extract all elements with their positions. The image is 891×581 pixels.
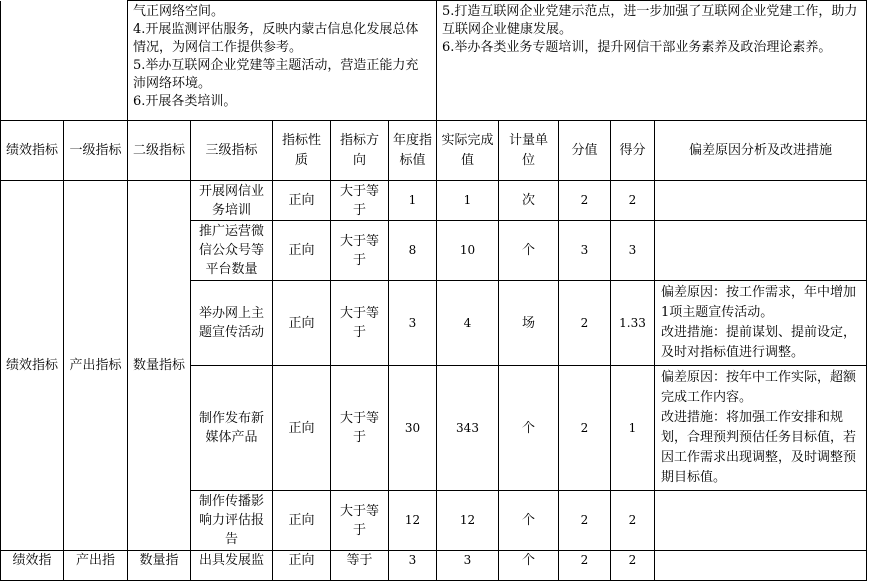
indicator-target: 3 [389, 551, 437, 581]
indicator-actual: 343 [437, 366, 499, 491]
indicator-weight: 2 [559, 491, 611, 551]
indicator-score: 2 [611, 551, 655, 581]
indicator-direction: 大于等于 [331, 281, 389, 366]
indicator-target: 8 [389, 221, 437, 281]
indicator-actual: 12 [437, 491, 499, 551]
indicator-weight: 2 [559, 366, 611, 491]
indicator-unit: 个 [499, 551, 559, 581]
indicator-direction: 大于等于 [331, 491, 389, 551]
perf-cell: 绩效指标 [1, 181, 64, 551]
header-weight: 分值 [559, 121, 611, 181]
indicator-name: 开展网信业务培训 [191, 181, 273, 221]
table-row [1, 181, 867, 221]
indicator-name: 出具发展监 [191, 551, 273, 581]
indicator-actual: 4 [437, 281, 499, 366]
header-unit: 计量单位 [499, 121, 559, 181]
indicator-nature: 正向 [273, 221, 331, 281]
indicator-direction: 大于等于 [331, 181, 389, 221]
indicator-unit: 场 [499, 281, 559, 366]
indicator-score: 1 [611, 366, 655, 491]
header-note: 偏差原因分析及改进措施 [655, 121, 867, 181]
indicator-weight: 2 [559, 181, 611, 221]
indicator-score: 2 [611, 181, 655, 221]
header-score: 得分 [611, 121, 655, 181]
header-perf: 绩效指标 [1, 121, 64, 181]
indicator-score: 3 [611, 221, 655, 281]
indicator-direction: 大于等于 [331, 366, 389, 491]
level2-cell: 数量指标 [128, 181, 191, 551]
blank-cell [1, 1, 128, 121]
indicator-unit: 次 [499, 181, 559, 221]
indicator-unit: 个 [499, 366, 559, 491]
summary-row [1, 1, 867, 121]
level1-cell: 产出指 [64, 551, 128, 581]
summary-right-text: 5.打造互联网企业党建示范点，进一步加强了互联网企业党建工作，助力互联网企业健康发展。 6.举办各类业务专题培训，提升网信干部业务素养及政治理论素养。 [437, 1, 867, 121]
indicator-note [655, 221, 867, 281]
indicator-nature: 正向 [273, 281, 331, 366]
indicator-note: 偏差原因：按年中工作实际，超额完成工作内容。 改进措施：将加强工作安排和规划，合理预判预估任务目标值，若因工作需求出现调整，及时调整预期目标值。 [655, 366, 867, 491]
indicator-nature: 正向 [273, 181, 331, 221]
table-row-partial [1, 551, 867, 581]
indicator-name: 举办网上主题宣传活动 [191, 281, 273, 366]
perf-cell: 绩效指 [1, 551, 64, 581]
indicator-note: 偏差原因：按工作需求，年中增加1项主题宣传活动。 改进措施：提前谋划、提前设定，及时对指标值进行调整。 [655, 281, 867, 366]
indicator-target: 3 [389, 281, 437, 366]
indicator-target: 12 [389, 491, 437, 551]
indicator-actual: 3 [437, 551, 499, 581]
indicator-name: 推广运营微信公众号等平台数量 [191, 221, 273, 281]
indicator-direction: 大于等于 [331, 221, 389, 281]
indicator-note [655, 491, 867, 551]
indicator-target: 30 [389, 366, 437, 491]
header-level2: 二级指标 [128, 121, 191, 181]
level1-cell: 产出指标 [64, 181, 128, 551]
header-level1: 一级指标 [64, 121, 128, 181]
indicator-note [655, 551, 867, 581]
indicator-nature: 正向 [273, 491, 331, 551]
header-nature: 指标性质 [273, 121, 331, 181]
indicator-unit: 个 [499, 221, 559, 281]
header-actual: 实际完成值 [437, 121, 499, 181]
indicator-nature: 正向 [273, 551, 331, 581]
summary-middle-text: 气正网络空间。 4.开展监测评估服务，反映内蒙古信息化发展总体情况，为网信工作提供参考。 5.举办互联网企业党建等主题活动，营造正能力充沛网络环境。 6.开展各类培训。 [128, 1, 437, 121]
indicator-weight: 2 [559, 281, 611, 366]
header-target: 年度指标值 [389, 121, 437, 181]
indicator-weight: 3 [559, 221, 611, 281]
indicator-actual: 1 [437, 181, 499, 221]
indicator-direction: 等于 [331, 551, 389, 581]
level2-cell: 数量指 [128, 551, 191, 581]
indicator-name: 制作发布新媒体产品 [191, 366, 273, 491]
header-level3: 三级指标 [191, 121, 273, 181]
indicator-score: 1.33 [611, 281, 655, 366]
indicator-note [655, 181, 867, 221]
indicator-name: 制作传播影响力评估报告 [191, 491, 273, 551]
header-direction: 指标方向 [331, 121, 389, 181]
indicator-nature: 正向 [273, 366, 331, 491]
indicator-weight: 2 [559, 551, 611, 581]
indicator-unit: 个 [499, 491, 559, 551]
indicator-score: 2 [611, 491, 655, 551]
indicator-actual: 10 [437, 221, 499, 281]
header-row [1, 121, 867, 181]
indicator-target: 1 [389, 181, 437, 221]
